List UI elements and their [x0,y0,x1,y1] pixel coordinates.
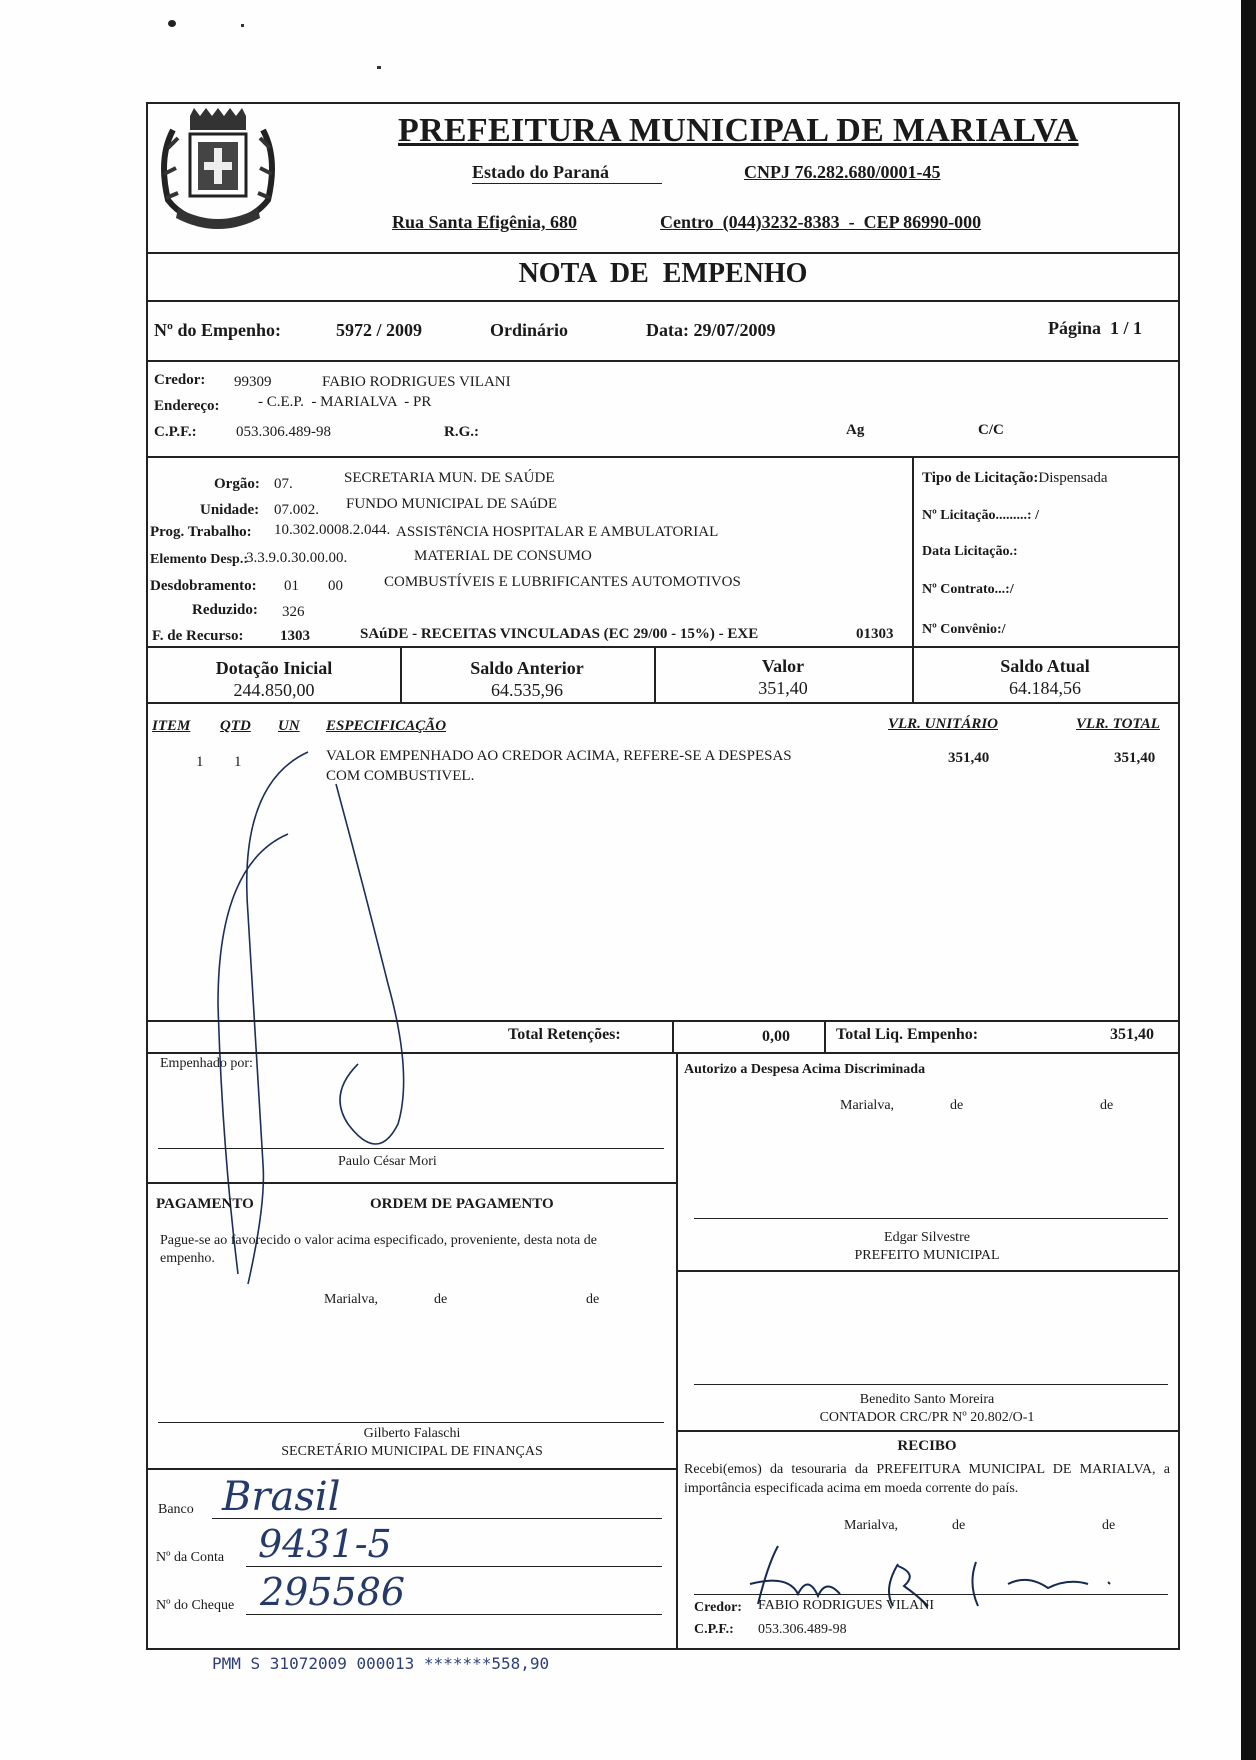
col-vlr-total: VLR. TOTAL [1076,716,1160,732]
processing-stamp: PMM S 31072009 000013 *******558,90 [212,1654,550,1673]
reduzido-label: Reduzido: [192,602,258,618]
data-licitacao: Data Licitação.: [922,544,1018,559]
conta-line [246,1566,662,1567]
header-cnpj: CNPJ 76.282.680/0001-45 [744,162,941,182]
recibo-cpf-value: 053.306.489-98 [758,1622,847,1637]
scan-speck [377,66,381,69]
autorizo-city: Marialva, [840,1098,895,1113]
divider [148,1468,676,1470]
contador-role: CONTADOR CRC/PR Nº 20.802/O-1 [819,1410,1035,1425]
divider [148,702,1178,704]
handwritten-scribble [148,744,468,1304]
conta-value: 9431-5 [258,1522,392,1566]
elemento-code: 3.3.9.0.30.00.00. [246,550,348,566]
cpf-value: 053.306.489-98 [236,424,331,440]
empenho-number: 5972 / 2009 [336,320,423,340]
recibo-cpf-label: C.P.F.: [694,1622,734,1637]
item-number: 1 [196,754,204,770]
divider [912,456,914,646]
prefeito-role: PREFEITO MUNICIPAL [854,1248,1000,1263]
pagamento-label: PAGAMENTO [156,1196,254,1212]
atual-label: Saldo Atual [1000,656,1090,676]
recibo-city: Marialva, [844,1518,899,1533]
scan-speck [241,24,244,27]
divider [148,646,1178,648]
empenho-label: Nº do Empenho: [154,320,281,340]
item-espec-line1: VALOR EMPENHADO AO CREDOR ACIMA, REFERE-SE A DESPESAS [326,748,792,764]
col-un: UN [278,718,300,734]
divider [672,1020,674,1052]
banco-line [212,1518,662,1519]
elemento-desc: MATERIAL DE CONSUMO [414,548,592,564]
desdob-label: Desdobramento: [150,578,257,594]
atual-value: 64.184,56 [1009,678,1081,698]
contador-name: Benedito Santo Moreira [859,1392,995,1407]
ag-label: Ag [846,422,865,438]
empenho-page: Página 1 / 1 [1048,318,1143,338]
cheque-line [246,1614,662,1615]
doc-title: NOTA DE EMPENHO [518,258,808,289]
pagamento-de1: de [434,1292,448,1307]
pagamento-signer-role: SECRETÁRIO MUNICIPAL DE FINANÇAS [281,1444,543,1459]
recibo-credor-label: Credor: [694,1600,742,1615]
recibo-credor-name: FABIO RODRIGUES VILANI [758,1598,935,1613]
divider [676,1052,678,1648]
item-unit-value: 351,40 [948,750,990,766]
numero-licitacao: Nº Licitação.........: / [922,508,1039,523]
autorizo-de2: de [1100,1098,1114,1113]
empenhado-name: Paulo César Mori [338,1154,437,1169]
pagamento-text: Pague-se ao favorecido o valor acima especificado, proveniente, desta nota de empenho. [160,1233,597,1266]
recibo-de1: de [952,1518,966,1533]
recurso-desc: SAúDE - RECEITAS VINCULADAS (EC 29/00 - 15%) - EXE [360,626,759,642]
header-state: Estado do Paraná [472,162,662,184]
orgao-label: Orgão: [214,476,260,492]
pagamento-city: Marialva, [324,1292,379,1307]
pagamento-de2: de [586,1292,600,1307]
col-vlr-unitario: VLR. UNITÁRIO [888,716,999,732]
retencoes-label: Total Retenções: [508,1026,621,1043]
recurso-code: 1303 [280,628,310,644]
scan-speck [168,20,176,27]
header-address: Rua Santa Efigênia, 680 [392,212,578,232]
cheque-label: Nº do Cheque [156,1598,235,1613]
anterior-value: 64.535,96 [491,680,563,700]
credor-code: 99309 [234,374,272,390]
rg-label: R.G.: [444,424,479,440]
signature-line [694,1218,1168,1219]
autorizo-de1: de [950,1098,964,1113]
credor-name: FABIO RODRIGUES VILANI [322,374,511,390]
col-item: ITEM [152,718,191,734]
elemento-label: Elemento Desp.: [150,552,248,567]
signature-line [694,1384,1168,1385]
divider [148,1052,1178,1054]
dotacao-label: Dotação Inicial [215,658,333,678]
cheque-value: 295586 [260,1570,406,1614]
unidade-label: Unidade: [200,502,260,518]
prefeito-name: Edgar Silvestre [884,1230,970,1245]
recibo-de2: de [1102,1518,1116,1533]
divider [148,1020,1178,1022]
credor-label: Credor: [154,372,206,388]
pagamento-signer: Gilberto Falaschi [363,1426,461,1441]
conta-label: Nº da Conta [156,1550,225,1565]
divider [148,456,1178,458]
banco-value: Brasil [222,1474,341,1520]
desdob-desc: COMBUSTÍVEIS E LUBRIFICANTES AUTOMOTIVOS [384,574,741,590]
liq-label: Total Liq. Empenho: [836,1026,979,1043]
desdob-b: 00 [328,578,343,594]
unidade-desc: FUNDO MUNICIPAL DE SAúDE [346,496,557,512]
col-qtd: QTD [220,718,251,734]
ordem-pagamento-label: ORDEM DE PAGAMENTO [370,1196,554,1212]
coat-of-arms-logo [148,108,288,238]
autorizo-label: Autorizo a Despesa Acima Discriminada [684,1062,926,1077]
empenhado-label: Empenhado por: [160,1056,253,1071]
orgao-desc: SECRETARIA MUN. DE SAÚDE [344,470,555,486]
signature-line [694,1594,1168,1595]
retencoes-value: 0,00 [762,1028,790,1045]
recibo-text: Recebi(emos) da tesouraria da PREFEITURA MUNICIPAL DE MARIALVA, a importância especificada acima em moeda corrente do país. [684,1462,1170,1496]
nota-de-empenho-form [146,102,1180,1650]
divider [824,1020,826,1052]
anterior-label: Saldo Anterior [470,658,584,678]
prog-desc: ASSISTêNCIA HOSPITALAR E AMBULATORIAL [396,524,719,540]
numero-convenio: Nº Convênio:/ [922,622,1006,637]
signature-line [158,1422,664,1423]
col-especificacao: ESPECIFICAÇÃO [326,718,447,734]
cpf-label: C.P.F.: [154,424,197,440]
signature-line [158,1148,664,1149]
cc-label: C/C [978,422,1004,438]
orgao-code: 07. [274,476,293,492]
divider [148,252,1178,254]
endereco-value: - C.E.P. - MARIALVA - PR [258,394,432,410]
empenho-type: Ordinário [490,320,569,340]
recibo-title: RECIBO [897,1438,957,1454]
prog-code: 10.302.0008.2.044. [274,522,391,538]
endereco-label: Endereço: [154,398,220,414]
reduzido-value: 326 [282,604,305,620]
divider [676,1270,1178,1272]
tipo-licitacao-label: Tipo de Licitação:Dispensada [922,470,1108,486]
divider [676,1430,1178,1432]
numero-contrato: Nº Contrato...:/ [922,582,1014,597]
valor-value: 351,40 [758,678,808,698]
divider [148,300,1178,302]
banco-label: Banco [158,1502,194,1517]
divider [148,360,1178,362]
header-title: PREFEITURA MUNICIPAL DE MARIALVA [398,112,1079,149]
item-qtd: 1 [234,754,242,770]
dotacao-value: 244.850,00 [233,680,315,700]
valor-label: Valor [761,656,805,676]
item-total-value: 351,40 [1114,750,1156,766]
item-espec-line2: COM COMBUSTIVEL. [326,768,475,784]
recurso-label: F. de Recurso: [152,628,244,644]
empenho-date: Data: 29/07/2009 [646,320,776,340]
header-address2: Centro (044)3232-8383 - CEP 86990-000 [660,212,982,232]
recurso-num: 01303 [856,626,894,642]
desdob-a: 01 [284,578,299,594]
divider [148,1182,676,1184]
unidade-code: 07.002. [274,502,319,518]
scan-edge [1241,0,1256,1760]
liq-value: 351,40 [1110,1026,1154,1043]
prog-label: Prog. Trabalho: [150,524,252,540]
